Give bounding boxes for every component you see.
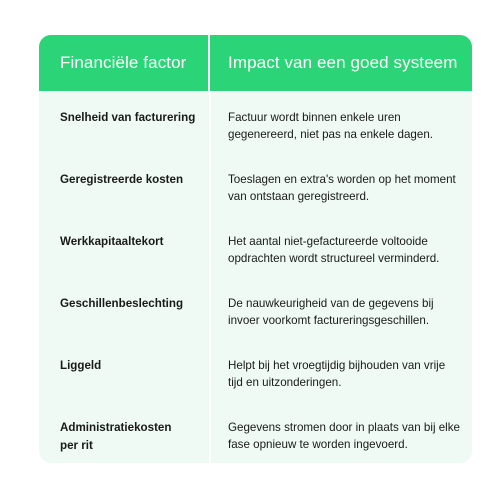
header-financial-factor: Financiële factor [39, 35, 210, 91]
factor-cell: Geschillenbeslechting [60, 297, 184, 310]
impact-cell: Het aantal niet-gefactureerde voltooide opdrachten wordt structureel verminderd. [228, 235, 440, 265]
impact-cell: Gegevens stromen door in plaats van bij elke fase opnieuw te worden ingevoerd. [228, 421, 461, 451]
table-row [39, 401, 472, 463]
impact-cell: De nauwkeurigheid van de gegevens bij invoer voorkomt factureringsgeschillen. [228, 297, 434, 327]
table-header [39, 35, 472, 91]
impact-cell: Factuur wordt binnen enkele uren gegenereerd, niet pas na enkele dagen. [228, 111, 433, 141]
factor-cell: Werkkapitaaltekort [60, 235, 164, 248]
header-impact: Impact van een goed systeem [228, 53, 458, 72]
table-row [39, 339, 472, 401]
factor-cell: Geregistreerde kosten [60, 173, 184, 186]
factor-cell: Snelheid van facturering [60, 111, 196, 124]
table-body [39, 91, 472, 463]
table-row [39, 277, 472, 339]
table-row [39, 215, 472, 277]
impact-cell: Helpt bij het vroegtijdig bijhouden van vrije tijd en uitzonderingen. [228, 359, 446, 389]
impact-cell: Toeslagen en extra's worden op het moment van ontstaan geregistreerd. [228, 173, 456, 203]
factor-cell: Liggeld [60, 359, 102, 372]
comparison-table [39, 35, 472, 463]
factor-cell: Administratiekosten per rit [60, 421, 172, 452]
table-row [39, 91, 472, 153]
table-row [39, 153, 472, 215]
